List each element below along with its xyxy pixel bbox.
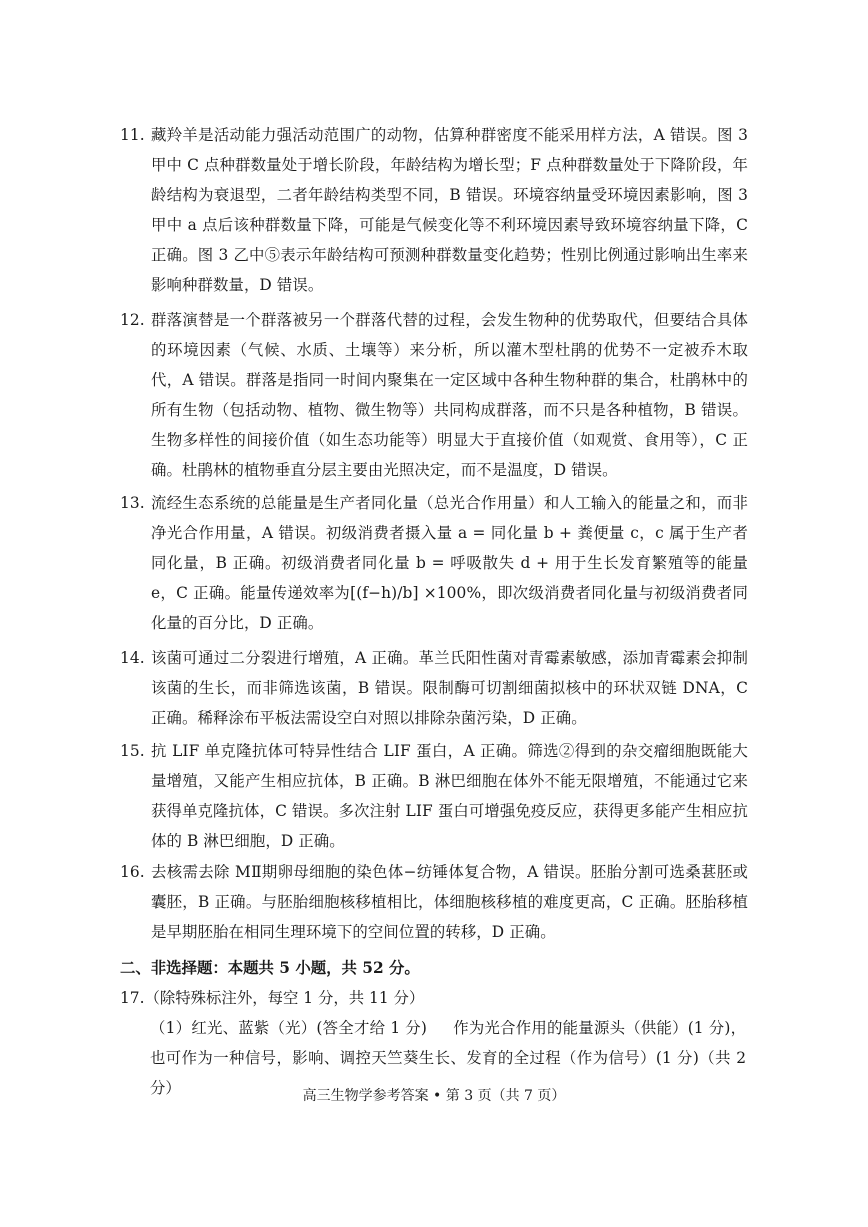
question-number: 15. bbox=[120, 742, 145, 760]
question-text: 藏羚羊是活动能力强活动范围广的动物，估算种群密度不能采用样方法，A 错误。图 3 甲中 C 点种群数量处于增长阶段，年龄结构为增长型；F 点种群数量处于下降阶段，年龄结构为衰退型，二者年龄结构类型不同，B 错误。环境容纳量受环境因素影响，图 3 甲中 a 点后该种群数量下降，可能是气候变化等不利环境因素导致环境容纳量下降，C 正确。图 3 乙中⑤表示年龄结构可预测种群数量变化趋势；性别比例通过影响出生率来影响种群数量，D 错误。 bbox=[151, 126, 748, 294]
question-13 bbox=[120, 488, 748, 638]
question-14 bbox=[120, 643, 748, 733]
page-footer: 高三生物学参考答案 • 第 3 页（共 7 页） bbox=[302, 1088, 566, 1104]
question-number: 11. bbox=[120, 126, 145, 144]
part1-explanation: 作为光合作用的能量源头（供能）(1 分)，也可作为一种信号，影响、调控天竺葵生长、发育的全过程（作为信号）(1 分)（共 2 分） bbox=[150, 1019, 746, 1097]
question-number: 13. bbox=[120, 494, 145, 512]
question-12 bbox=[120, 305, 748, 485]
question-16 bbox=[120, 857, 748, 947]
part1-answer: （1）红光、蓝紫（光）(答全才给 1 分) bbox=[150, 1019, 427, 1037]
question-text: 群落演替是一个群落被另一个群落代替的过程，会发生物种的优势取代，但要结合具体的环境因素（气候、水质、土壤等）来分析，所以灌木型杜鹃的优势不一定被乔木取代，A 错误。群落是指同一时间内聚集在一定区域中各种生物种群的集合，杜鹃林中的所有生物（包括动物、植物、微生物等）共同构成群落，而不只是各种植物，B 错误。生物多样性的间接价值（如生态功能等）明显大于直接价值（如观赏、食用等），C 正确。杜鹃林的植物垂直分层主要由光照决定，而不是温度，D 错误。 bbox=[151, 311, 748, 479]
question-number: 14. bbox=[120, 649, 145, 667]
question-text: 去核需去除 MⅡ期卵母细胞的染色体−纺锤体复合物，A 错误。胚胎分割可选桑葚胚或囊胚，B 正确。与胚胎细胞核移植相比，体细胞核移植的难度更高，C 正确。胚胎移植是早期胚胎在相同生理环境下的空间位置的转移，D 正确。 bbox=[151, 863, 748, 941]
question-number: 16. bbox=[120, 863, 145, 881]
question-text: 该菌可通过二分裂进行增殖，A 正确。革兰氏阳性菌对青霉素敏感，添加青霉素会抑制该菌的生长，而非筛选该菌，B 错误。限制酶可切割细菌拟核中的环状双链 DNA，C 正确。稀释涂布平板法需设空白对照以排除杂菌污染，D 正确。 bbox=[151, 649, 748, 727]
question-11 bbox=[120, 120, 748, 300]
section-heading: 二、非选择题：本题共 5 小题，共 52 分。 bbox=[120, 959, 420, 977]
question-15 bbox=[120, 736, 748, 856]
question-number: 12. bbox=[120, 311, 145, 329]
question-17-header: 17.（除特殊标注外，每空 1 分，共 11 分） bbox=[120, 989, 425, 1007]
question-text: 流经生态系统的总能量是生产者同化量（总光合作用量）和人工输入的能量之和，而非净光合作用量，A 错误。初级消费者摄入量 a = 同化量 b + 粪便量 c，c 属于生产者同化量，B 正确。初级消费者同化量 b = 呼吸散失 d + 用于生长发育繁殖等的能量 e，C 正确。能量传递效率为[(f−h)/b] ×100%，即次级消费者同化量与初级消费者同化量的百分比，D 正确。 bbox=[151, 494, 748, 632]
question-text: 抗 LIF 单克隆抗体可特异性结合 LIF 蛋白，A 正确。筛选②得到的杂交瘤细胞既能大量增殖，又能产生相应抗体，B 正确。B 淋巴细胞在体外不能无限增殖，不能通过它来获得单克隆抗体，C 错误。多次注射 LIF 蛋白可增强免疫反应，获得更多能产生相应抗体的 B 淋巴细胞，D 正确。 bbox=[151, 742, 748, 850]
